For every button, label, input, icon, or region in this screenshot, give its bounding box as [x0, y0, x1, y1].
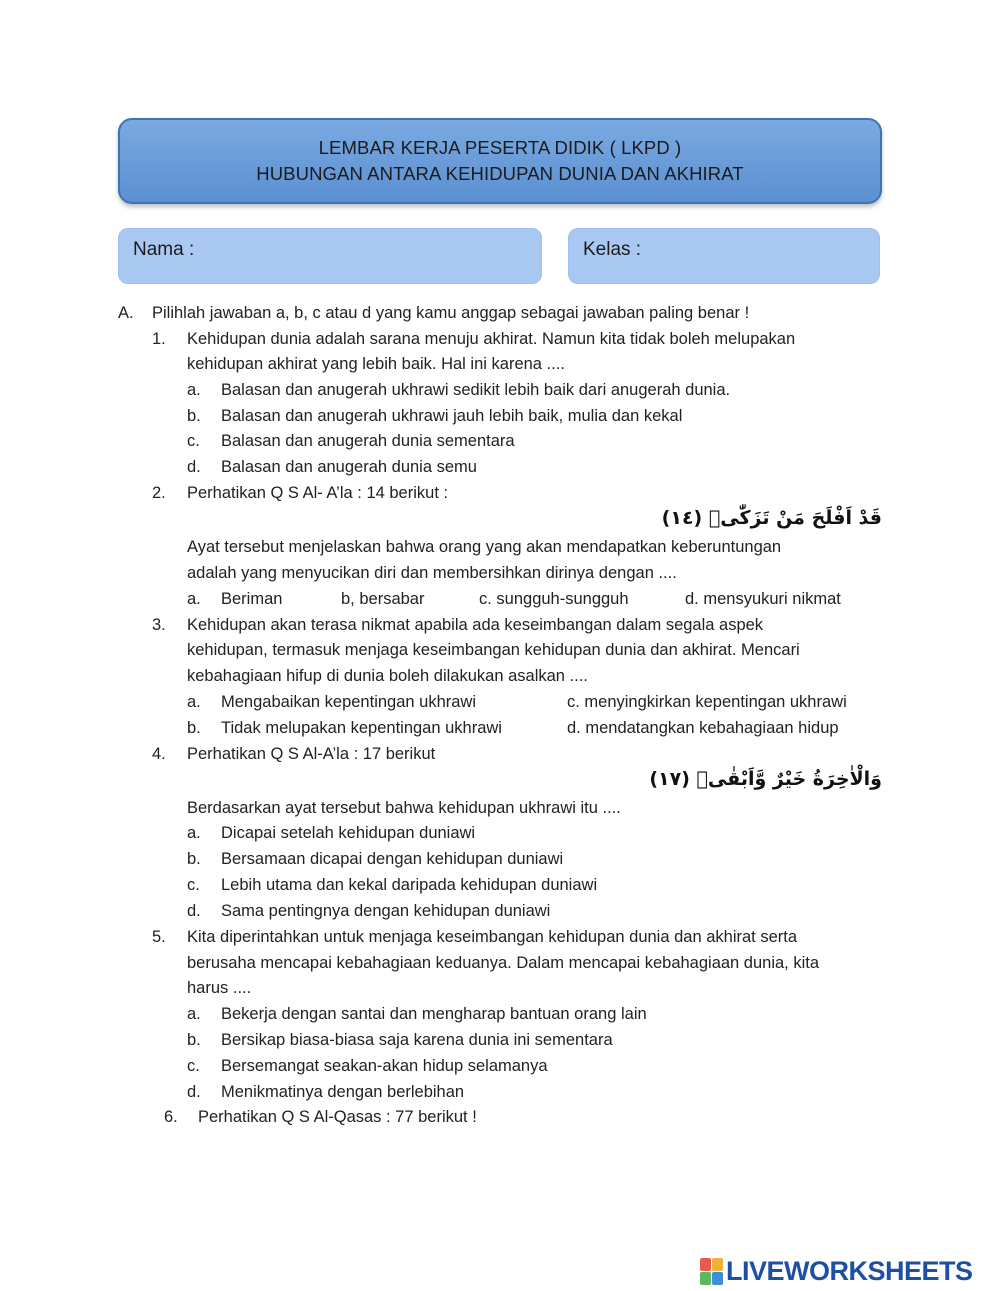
- q1-option-a-key: a.: [187, 381, 201, 399]
- q3-number: 3.: [152, 616, 166, 634]
- q2-option-d[interactable]: d. mensyukuri nikmat: [685, 590, 841, 608]
- q2-text-line-2: Ayat tersebut menjelaskan bahwa orang yang akan mendapatkan keberuntungan: [187, 538, 782, 556]
- q5-option-b-key: b.: [187, 1031, 201, 1049]
- q5-option-c[interactable]: Bersemangat seakan-akan hidup selamanya: [221, 1057, 548, 1075]
- q4-option-b-key: b.: [187, 850, 201, 868]
- q3-text-line-1: Kehidupan akan terasa nikmat apabila ada keseimbangan dalam segala aspek: [187, 616, 764, 634]
- logo-mark-icon: [700, 1258, 723, 1285]
- q4-option-a[interactable]: Dicapai setelah kehidupan duniawi: [221, 824, 476, 842]
- q6-number: 6.: [164, 1108, 178, 1126]
- q4-option-a-key: a.: [187, 824, 201, 842]
- q2-text-line-1: Perhatikan Q S Al- A’la : 14 berikut :: [187, 484, 449, 502]
- q3-option-a[interactable]: Mengabaikan kepentingan ukhrawi: [221, 693, 477, 711]
- q2-option-b[interactable]: b, bersabar: [341, 590, 425, 608]
- nama-field[interactable]: Nama :: [118, 228, 542, 284]
- q4-number: 4.: [152, 745, 166, 763]
- q5-text-line-1: Kita diperintahkan untuk menjaga keseimbangan kehidupan dunia dan akhirat serta: [187, 928, 798, 946]
- q3-text-line-3: kebahagiaan hifup di dunia boleh dilakukan asalkan ....: [187, 667, 588, 685]
- q2-arabic-verse: قَدْ اَفْلَحَ مَنْ تَزَكّٰىۙ (١٤): [661, 507, 882, 529]
- title-line-1: LEMBAR KERJA PESERTA DIDIK ( LKPD ): [318, 137, 682, 158]
- q5-option-c-key: c.: [187, 1057, 200, 1075]
- q2-option-c[interactable]: c. sungguh-sungguh: [479, 590, 629, 608]
- title-banner: [118, 118, 882, 204]
- q4-text-line-2: Berdasarkan ayat tersebut bahwa kehidupan ukhrawi itu ....: [187, 799, 621, 817]
- q1-option-d-key: d.: [187, 458, 201, 476]
- q1-number: 1.: [152, 330, 166, 348]
- q2-option-a[interactable]: Beriman: [221, 590, 283, 608]
- q1-option-a[interactable]: Balasan dan anugerah ukhrawi sedikit lebih baik dari anugerah dunia.: [221, 381, 731, 399]
- q3-option-b[interactable]: Tidak melupakan kepentingan ukhrawi: [221, 719, 502, 737]
- q4-option-d-key: d.: [187, 902, 201, 920]
- q3-option-c[interactable]: c. menyingkirkan kepentingan ukhrawi: [567, 693, 847, 711]
- q5-option-a-key: a.: [187, 1005, 201, 1023]
- q2-number: 2.: [152, 484, 166, 502]
- q2-text-line-3: adalah yang menyucikan diri dan membersihkan dirinya dengan ....: [187, 564, 677, 582]
- section-instruction: Pilihlah jawaban a, b, c atau d yang kamu anggap sebagai jawaban paling benar !: [152, 304, 750, 322]
- q1-text-line-1: Kehidupan dunia adalah sarana menuju akhirat. Namun kita tidak boleh melupakan: [187, 330, 796, 348]
- q1-option-d[interactable]: Balasan dan anugerah dunia semu: [221, 458, 477, 476]
- q1-option-b[interactable]: Balasan dan anugerah ukhrawi jauh lebih baik, mulia dan kekal: [221, 407, 683, 425]
- q3-text-line-2: kehidupan, termasuk menjaga keseimbangan kehidupan dunia dan akhirat. Mencari: [187, 641, 800, 659]
- liveworksheets-logo[interactable]: [700, 1256, 973, 1286]
- q1-option-c[interactable]: Balasan dan anugerah dunia sementara: [221, 432, 515, 450]
- section-marker: A.: [118, 304, 134, 322]
- logo-text: LIVEWORKSHEETS: [726, 1255, 973, 1286]
- q1-text-line-2: kehidupan akhirat yang lebih baik. Hal ini karena ....: [187, 355, 565, 373]
- q4-option-c-key: c.: [187, 876, 200, 894]
- q4-option-c[interactable]: Lebih utama dan kekal daripada kehidupan duniawi: [221, 876, 598, 894]
- q4-text-line-1: Perhatikan Q S Al-A’la : 17 berikut: [187, 745, 436, 763]
- q3-option-d[interactable]: d. mendatangkan kebahagiaan hidup: [567, 719, 839, 737]
- q1-option-c-key: c.: [187, 432, 200, 450]
- q2-option-a-key: a.: [187, 590, 201, 608]
- q4-arabic-verse: وَالْاٰخِرَةُ خَيْرٌ وَّاَبْقٰىۗ (١٧): [649, 768, 882, 790]
- q5-text-line-2: berusaha mencapai kebahagiaan keduanya. Dalam mencapai kebahagiaan dunia, kita: [187, 954, 820, 972]
- q4-option-d[interactable]: Sama pentingnya dengan kehidupan duniawi: [221, 902, 551, 920]
- q5-text-line-3: harus ....: [187, 979, 252, 997]
- q5-option-a[interactable]: Bekerja dengan santai dan mengharap bantuan orang lain: [221, 1005, 647, 1023]
- q5-number: 5.: [152, 928, 166, 946]
- q5-option-d[interactable]: Menikmatinya dengan berlebihan: [221, 1083, 465, 1101]
- q5-option-d-key: d.: [187, 1083, 201, 1101]
- title-line-2: HUBUNGAN ANTARA KEHIDUPAN DUNIA DAN AKHIRAT: [256, 163, 744, 184]
- q5-option-b[interactable]: Bersikap biasa-biasa saja karena dunia ini sementara: [221, 1031, 613, 1049]
- kelas-field[interactable]: Kelas :: [568, 228, 880, 284]
- q4-option-b[interactable]: Bersamaan dicapai dengan kehidupan duniawi: [221, 850, 564, 868]
- q1-option-b-key: b.: [187, 407, 201, 425]
- q6-text-line-1: Perhatikan Q S Al-Qasas : 77 berikut !: [198, 1108, 477, 1126]
- q3-option-a-key: a.: [187, 693, 201, 711]
- q3-option-b-key: b.: [187, 719, 201, 737]
